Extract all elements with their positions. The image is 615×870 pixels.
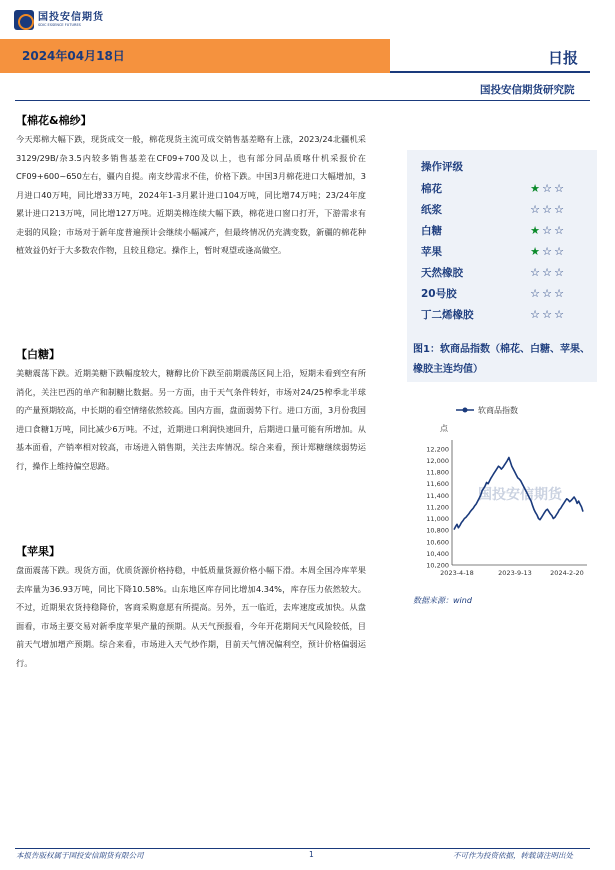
rating-stars	[529, 287, 565, 300]
company-logo	[14, 10, 104, 30]
section-text-cotton: 今天郑棉大幅下跌，现货成交一般，棉花现货主流可成交销售基差略有上涨，2023/24北疆机采3129/29B/杂3.5内较多销售基差在CF09+700及以上，也有部分同品质喀什机采报价在CF09+600~650左右，疆内自提。南支纱需求不佳，价格下跌。中国3月棉花进口大幅增加，3月进口40万吨，同比增33万吨，2024年1-3月累计进口104万吨，同比增74万吨；23/24年度累计进口213万吨，同比增127万吨。近期美棉连续大幅下跌，棉花进口窗口打开，下游需求有走弱的风险；市场对于新年度普遍预计会继续小幅减产，但最终情况仍充满变数，新疆的棉花种植效益仍好于大多数农作物，且较且稳定。操作上，暂时观望或逢高做空。	[16, 134, 366, 255]
rating-row	[421, 263, 591, 281]
logo-mark-icon	[14, 10, 34, 30]
y-tick-label: 11,800	[426, 468, 449, 477]
section-title-apple: 【苹果】	[16, 545, 60, 558]
rating-stars	[529, 203, 565, 216]
filled-star-icon: ★	[530, 223, 540, 237]
logo-name-cn: 国投安信期货	[38, 12, 104, 23]
x-tick-label: 2023-4-18	[440, 569, 474, 577]
x-tick-label: 2024-2-20	[550, 569, 584, 577]
header-divider	[390, 71, 590, 73]
empty-star-icon: ☆	[554, 202, 564, 216]
footer-disclaimer: 不可作为投资依据，转载请注明出处	[453, 851, 573, 860]
report-type: 日报	[548, 49, 579, 67]
rating-stars	[529, 308, 565, 321]
soft-commodity-index-chart	[412, 395, 592, 590]
page-number: 1	[309, 850, 314, 859]
y-tick-label: 10,800	[426, 526, 449, 535]
empty-star-icon: ☆	[530, 307, 540, 321]
y-tick-label: 10,600	[426, 538, 449, 547]
rating-stars	[529, 266, 565, 279]
rating-commodity-name: 20号胶	[421, 287, 457, 300]
section-title-sugar: 【白糖】	[16, 348, 60, 361]
y-tick-label: 10,400	[426, 549, 449, 558]
chart-watermark: 国投安信期货	[478, 487, 562, 503]
rating-row	[421, 221, 591, 239]
y-tick-label: 11,400	[426, 491, 449, 500]
rating-stars	[529, 224, 565, 237]
logo-name-en: SDIC ESSENCE FUTURES	[38, 23, 81, 27]
rating-commodity-name: 丁二烯橡胶	[421, 308, 474, 321]
rating-commodity-name: 棉花	[421, 182, 442, 195]
empty-star-icon: ☆	[542, 181, 552, 195]
rating-commodity-name: 白糖	[421, 224, 442, 237]
y-tick-label: 12,200	[426, 445, 449, 454]
filled-star-icon: ★	[530, 244, 540, 258]
legend-marker	[463, 408, 468, 413]
legend-label: 软商品指数	[478, 406, 518, 415]
rating-title: 操作评级	[421, 161, 463, 173]
figure-title: 图1：软商品指数（棉花、白糖、苹果、橡胶主连均值）	[413, 344, 590, 375]
y-tick-label: 11,000	[426, 515, 449, 524]
section-text-sugar: 美糖震荡下跌。近期美糖下跌幅度较大，糖醇比价下跌至前期震荡区间上沿，短期未看到空有所消化，关注巴西的单产和制糖比数据。另一方面，由于天气条件转好，市场对24/25榨季北半球的产量预期较高，中长期的看空情绪依然较高。国内方面，盘面弱势下行。进口方面，3月份我国进口食糖1万吨，同比减少6万吨。不过，近期进口利润快速回升，后期进口量可能有所增加。从基本面看，产销率相对较高，市场进入销售期，关注去库情况。综合来看，预计郑糖继续弱势运行，操作上维持偏空思路。	[16, 368, 366, 471]
empty-star-icon: ☆	[530, 202, 540, 216]
x-tick-label: 2023-9-13	[498, 569, 532, 577]
empty-star-icon: ☆	[530, 286, 540, 300]
footer-divider	[15, 848, 590, 849]
empty-star-icon: ☆	[554, 223, 564, 237]
section-title-cotton: 【棉花&棉纱】	[16, 114, 92, 127]
y-axis-label: 点	[440, 424, 448, 433]
empty-star-icon: ☆	[542, 202, 552, 216]
rating-row	[421, 305, 591, 323]
rating-commodity-name: 纸浆	[421, 203, 442, 216]
rating-commodity-name: 天然橡胶	[421, 266, 463, 279]
empty-star-icon: ☆	[554, 265, 564, 279]
rating-stars	[529, 182, 565, 195]
footer-copyright: 本报告版权属于国投安信期货有限公司	[16, 851, 144, 860]
empty-star-icon: ☆	[542, 223, 552, 237]
figure-source: 数据来源：wind	[413, 596, 472, 605]
empty-star-icon: ☆	[542, 307, 552, 321]
empty-star-icon: ☆	[554, 307, 564, 321]
rating-row	[421, 284, 591, 302]
empty-star-icon: ☆	[542, 286, 552, 300]
rating-row	[421, 179, 591, 197]
rating-row	[421, 200, 591, 218]
empty-star-icon: ☆	[554, 244, 564, 258]
empty-star-icon: ☆	[554, 181, 564, 195]
section-text-apple: 盘面震荡下跌。现货方面，优质货源价格持稳，中低质量货源价格小幅下滑。本周全国冷库苹果去库量为36.93万吨，同比下降10.58%。山东地区库存同比增加4.34%，库存压力依然较大。不过，近期果农货持稳降价，客商采购意愿有所提高。另外，五一临近，去库速度或加快。从盘面看，市场主要交易对新季度苹果产量的预期。从天气预报看，今年开花期间天气风险较低，目前天气增加增产预期。综合来看，市场进入天气炒作期，目前天气情况偏利空，预计价格偏弱运行。	[16, 565, 366, 668]
empty-star-icon: ☆	[554, 286, 564, 300]
y-tick-label: 10,200	[426, 561, 449, 570]
filled-star-icon: ★	[530, 181, 540, 195]
empty-star-icon: ☆	[530, 265, 540, 279]
rating-row	[421, 242, 591, 260]
rating-commodity-name: 苹果	[421, 245, 442, 258]
report-date: 2024年04月18日	[22, 49, 125, 63]
y-tick-label: 11,200	[426, 503, 449, 512]
y-tick-label: 11,600	[426, 480, 449, 489]
institute-divider	[15, 100, 590, 101]
rating-stars	[529, 245, 565, 258]
empty-star-icon: ☆	[542, 265, 552, 279]
institute-name: 国投安信期货研究院	[480, 84, 575, 96]
y-tick-label: 12,000	[426, 456, 449, 465]
empty-star-icon: ☆	[542, 244, 552, 258]
